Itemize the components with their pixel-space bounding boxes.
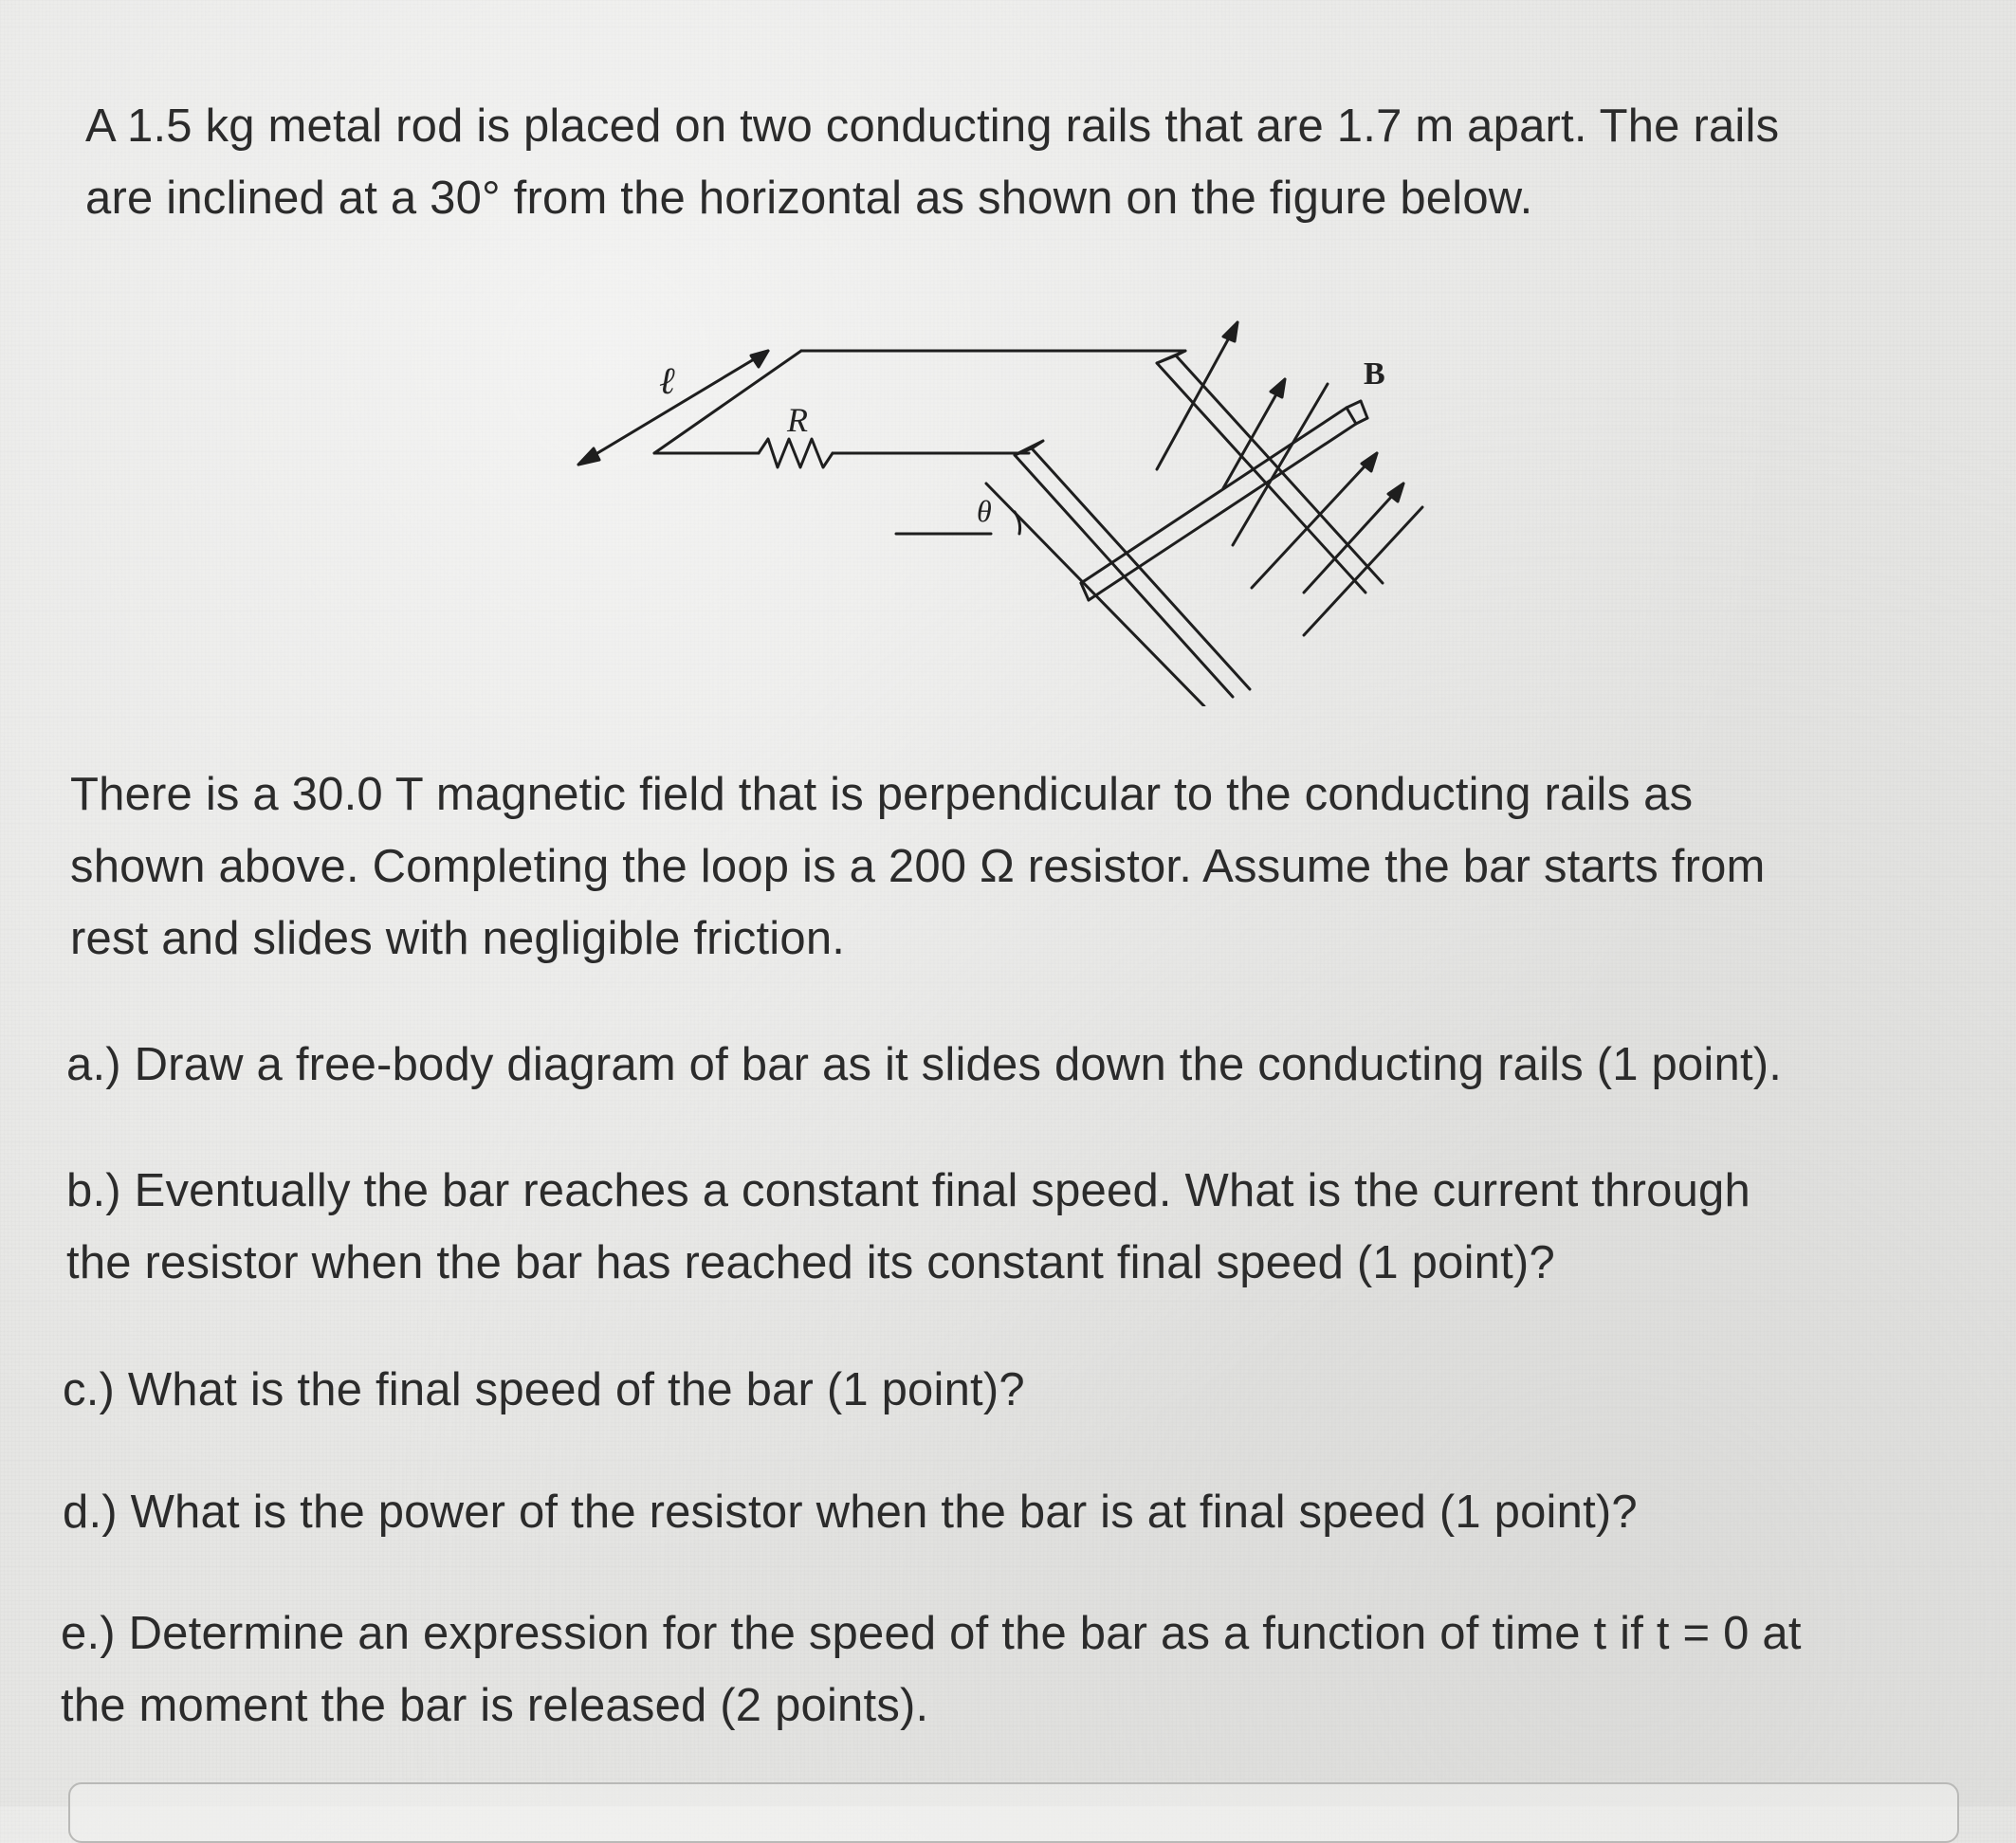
lower-rail bbox=[986, 441, 1250, 706]
answer-input-box[interactable] bbox=[68, 1782, 1959, 1843]
question-b bbox=[66, 1155, 1750, 1299]
description-line-2: shown above. Completing the loop is a 200 Ω resistor. Assume the bar starts from bbox=[70, 841, 1766, 892]
resistor-label: R bbox=[787, 401, 808, 439]
angle-label: θ bbox=[977, 494, 992, 528]
resistor-zigzag bbox=[759, 439, 833, 467]
description-line-3: rest and slides with negligible friction. bbox=[70, 913, 846, 964]
question-c-line-1: c.) What is the final speed of the bar (1 point)? bbox=[63, 1364, 1025, 1415]
question-a bbox=[66, 1029, 1782, 1101]
question-b-line-2: the resistor when the bar has reached its constant final speed (1 point)? bbox=[66, 1237, 1555, 1288]
question-e-line-2: the moment the bar is released (2 points). bbox=[61, 1680, 929, 1731]
description-paragraph bbox=[70, 758, 1766, 975]
field-label: B bbox=[1364, 356, 1385, 392]
inclined-rails-figure bbox=[569, 299, 1441, 706]
intro-paragraph bbox=[85, 90, 1779, 234]
question-b-line-1: b.) Eventually the bar reaches a constant final speed. What is the current through bbox=[66, 1165, 1750, 1216]
upper-rail bbox=[1157, 351, 1383, 593]
length-label: ℓ bbox=[659, 359, 675, 402]
question-d bbox=[63, 1476, 1638, 1548]
description-line-1: There is a 30.0 T magnetic field that is perpendicular to the conducting rails as bbox=[70, 769, 1694, 820]
question-c bbox=[63, 1354, 1025, 1426]
question-e-line-1: e.) Determine an expression for the speed of the bar as a function of time t if t = 0 at bbox=[61, 1608, 1802, 1659]
intro-line-2: are inclined at a 30° from the horizontal as shown on the figure below. bbox=[85, 173, 1533, 224]
top-wire bbox=[654, 351, 801, 453]
intro-line-1: A 1.5 kg metal rod is placed on two conducting rails that are 1.7 m apart. The rails bbox=[85, 100, 1780, 152]
question-d-line-1: d.) What is the power of the resistor when the bar is at final speed (1 point)? bbox=[63, 1487, 1638, 1538]
question-a-line-1: a.) Draw a free-body diagram of bar as it slides down the conducting rails (1 point). bbox=[66, 1039, 1783, 1090]
question-e bbox=[61, 1597, 1802, 1742]
